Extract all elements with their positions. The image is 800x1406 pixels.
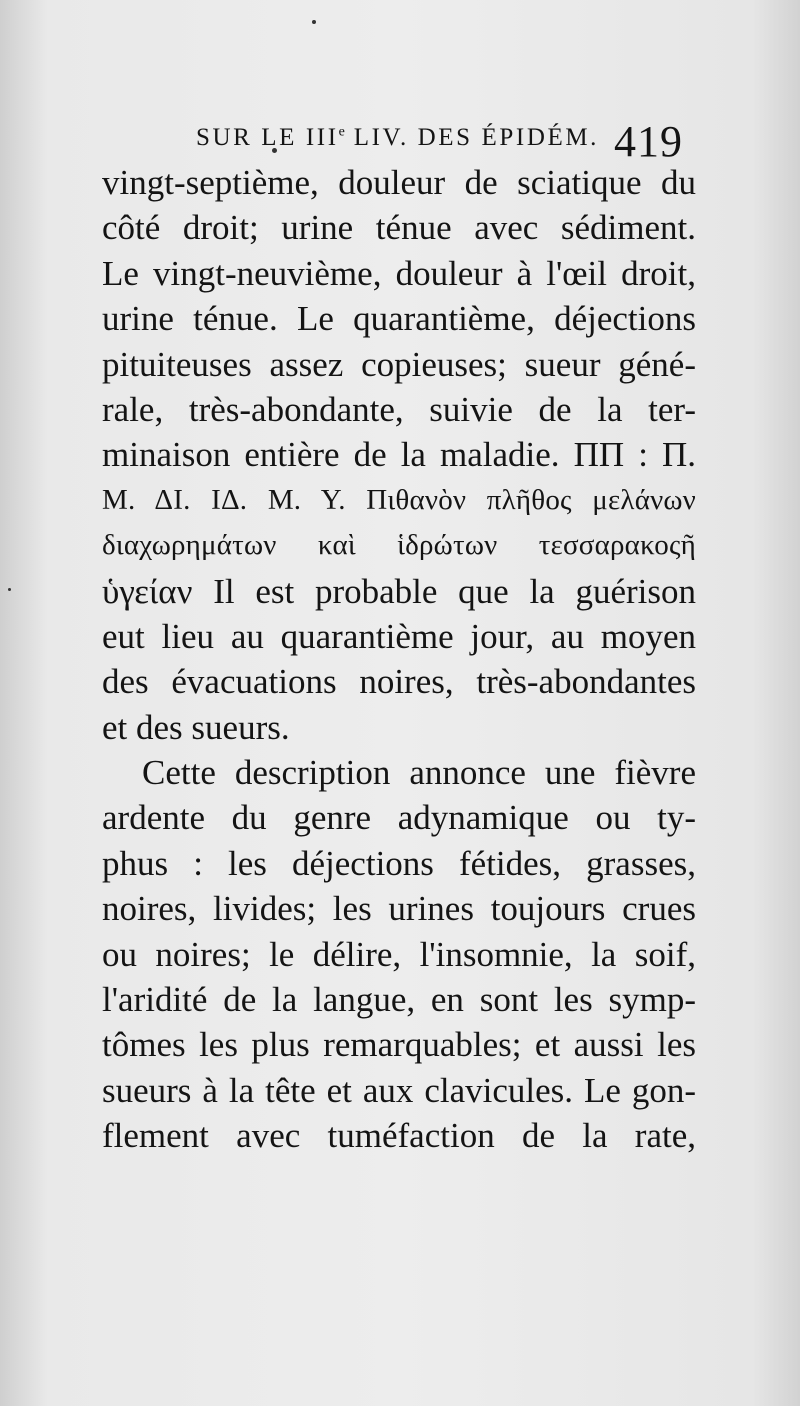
- print-speck: [312, 20, 316, 24]
- text-line: côté droit; urine ténue avec sédiment.: [102, 208, 696, 248]
- text-line: ou noires; le délire, l'insomnie, la soif,: [102, 934, 696, 974]
- text-line: eut lieu au quarantième jour, au moyen: [102, 616, 696, 656]
- running-head-text-rest: LIV. DES ÉPIDÉM.: [344, 124, 600, 151]
- running-head-text: SUR LE III: [196, 124, 339, 151]
- body-text: [102, 160, 696, 1159]
- text-line: minaison entière de la maladie. ΠΠ : Π.: [102, 435, 696, 475]
- text-line: vingt-septième, douleur de sciatique du: [102, 163, 696, 202]
- greek-text-line: διαχωρημάτων καὶ ἱδρώτων τεσσαρακοςῆ: [102, 529, 696, 562]
- text-line: des évacuations noires, très-abondantes: [102, 662, 696, 702]
- text-line: noires, livides; les urines toujours crues: [102, 889, 696, 929]
- text-line: ὑγείαν Il est probable que la guérison: [102, 571, 696, 611]
- text-line: flement avec tuméfaction de la rate,: [102, 1116, 696, 1156]
- page-number: 419: [614, 117, 683, 166]
- running-head: [196, 124, 599, 152]
- text-line: rale, très-abondante, suivie de la ter-: [102, 389, 696, 429]
- text-line: pituiteuses assez copieuses; sueur géné-: [102, 344, 696, 384]
- text-line: tômes les plus remarquables; et aussi les: [102, 1025, 696, 1065]
- page-header: [0, 116, 800, 166]
- text-line: phus : les déjections fétides, grasses,: [102, 843, 696, 883]
- running-head-superscript: e: [338, 124, 345, 140]
- print-speck: [8, 588, 11, 591]
- greek-text-line: Μ. ΔΙ. ΙΔ. Μ. Υ. Πιθανὸν πλῆθος μελάνων: [102, 483, 696, 516]
- text-line: urine ténue. Le quarantième, déjections: [102, 299, 696, 339]
- paragraph-start-line: Cette description annonce une fièvre: [142, 753, 696, 793]
- paragraph-end-line: et des sueurs.: [102, 707, 290, 747]
- text-line: l'aridité de la langue, en sont les symp-: [102, 980, 696, 1020]
- text-line: ardente du genre adynamique ou ty-: [102, 798, 696, 838]
- text-line: Le vingt-neuvième, douleur à l'œil droit,: [102, 253, 696, 293]
- text-line: sueurs à la tête et aux clavicules. Le gon-: [102, 1070, 696, 1110]
